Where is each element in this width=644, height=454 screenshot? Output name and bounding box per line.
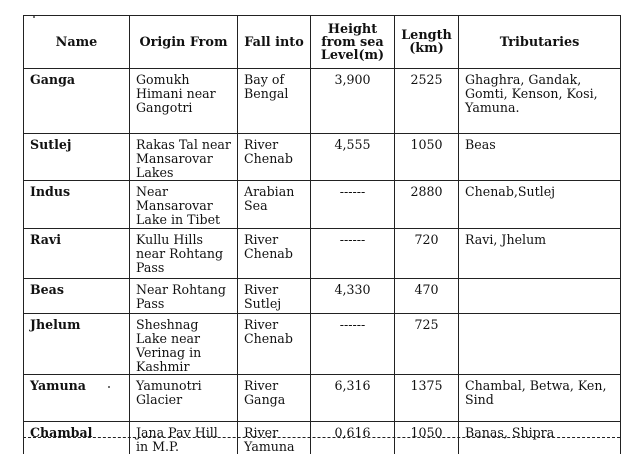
stray-dot-mark: [33, 16, 35, 18]
cell-fall-into: River Yamuna: [238, 422, 311, 454]
table-row: [24, 314, 621, 375]
cell-name: Sutlej: [24, 134, 130, 181]
cell-height: ------: [311, 314, 395, 375]
cell-name: Ravi: [24, 229, 130, 279]
cell-height: ------: [311, 229, 395, 279]
cell-length: 2880: [395, 181, 459, 229]
cell-height: 4,555: [311, 134, 395, 181]
cell-tributaries: Banas, Shipra: [459, 422, 621, 454]
cell-name: Yamuna: [24, 375, 130, 422]
table-row: [24, 181, 621, 229]
cell-length: 725: [395, 314, 459, 375]
cell-origin: Kullu Hills near Rohtang Pass: [130, 229, 238, 279]
cell-length: 2525: [395, 69, 459, 134]
cell-name: Ganga: [24, 69, 130, 134]
header-name: Name: [24, 16, 130, 69]
cell-tributaries: Chambal, Betwa, Ken, Sind: [459, 375, 621, 422]
cell-tributaries: Ravi, Jhelum: [459, 229, 621, 279]
cell-fall-into: River Chenab: [238, 134, 311, 181]
cell-height: ------: [311, 181, 395, 229]
cell-name: Chambal: [24, 422, 130, 454]
cell-tributaries: [459, 279, 621, 314]
cell-length: 1050: [395, 134, 459, 181]
cell-origin: Rakas Tal near Mansarovar Lakes: [130, 134, 238, 181]
cell-origin: Near Rohtang Pass: [130, 279, 238, 314]
stray-dot-mark: [108, 386, 110, 388]
cell-fall-into: Arabian Sea: [238, 181, 311, 229]
cell-length: 1050: [395, 422, 459, 454]
cell-length: 1375: [395, 375, 459, 422]
header-length: Length (km): [395, 16, 459, 69]
cell-tributaries: Chenab,Sutlej: [459, 181, 621, 229]
cell-origin: Jana Pav Hill in M.P.: [130, 422, 238, 454]
dashed-bottom-border: [23, 437, 620, 438]
table-row: [24, 279, 621, 314]
cell-name: Jhelum: [24, 314, 130, 375]
cell-origin: Sheshnag Lake near Verinag in Kashmir: [130, 314, 238, 375]
cell-length: 720: [395, 229, 459, 279]
cell-origin: Yamunotri Glacier: [130, 375, 238, 422]
cell-origin: Gomukh Himani near Gangotri: [130, 69, 238, 134]
cell-fall-into: River Chenab: [238, 229, 311, 279]
header-height: Height from sea Level(m): [311, 16, 395, 69]
table-row: [24, 375, 621, 422]
cell-height: 0,616: [311, 422, 395, 454]
table-row: [24, 229, 621, 279]
cell-tributaries: Ghaghra, Gandak, Gomti, Kenson, Kosi, Yamuna.: [459, 69, 621, 134]
cell-origin: Near Mansarovar Lake in Tibet: [130, 181, 238, 229]
cell-fall-into: Bay of Bengal: [238, 69, 311, 134]
table-row: [24, 134, 621, 181]
cell-height: 4,330: [311, 279, 395, 314]
cell-name: Indus: [24, 181, 130, 229]
header-tributaries: Tributaries: [459, 16, 621, 69]
cell-height: 6,316: [311, 375, 395, 422]
cell-tributaries: Beas: [459, 134, 621, 181]
header-row: [24, 16, 621, 69]
header-origin: Origin From: [130, 16, 238, 69]
cell-name: Beas: [24, 279, 130, 314]
table-row: [24, 69, 621, 134]
cell-fall-into: River Sutlej: [238, 279, 311, 314]
cell-length: 470: [395, 279, 459, 314]
cell-tributaries: [459, 314, 621, 375]
rivers-table: [23, 15, 621, 454]
header-fall-into: Fall into: [238, 16, 311, 69]
cell-height: 3,900: [311, 69, 395, 134]
cell-fall-into: River Ganga: [238, 375, 311, 422]
cell-fall-into: River Chenab: [238, 314, 311, 375]
